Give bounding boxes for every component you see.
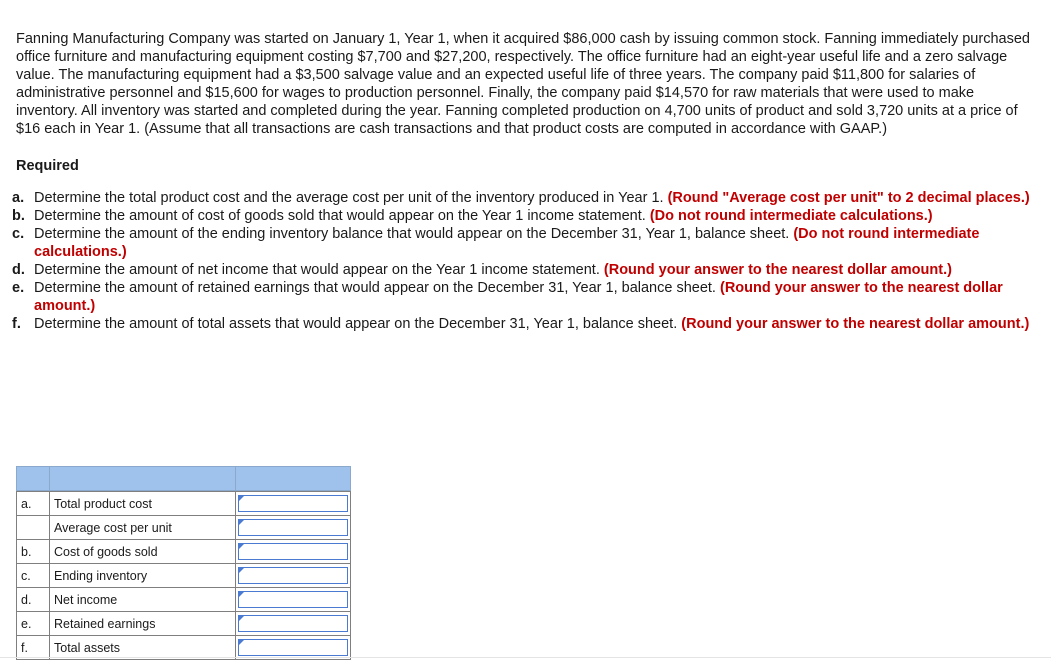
requirement-note: (Do not round intermediate calculations.)	[649, 208, 933, 224]
total-product-cost-box	[238, 495, 348, 512]
row-letter: f.	[17, 636, 50, 660]
table-row	[17, 612, 351, 636]
requirement-letter: c.	[12, 226, 25, 242]
total-assets-box	[238, 639, 348, 656]
requirement-text: Determine the amount of retained earnings that would appear on the December 31, Year 1, balance sheet.	[34, 280, 716, 296]
table-row	[17, 492, 351, 516]
requirement-letter: a.	[12, 190, 25, 206]
ending-inventory-input[interactable]	[239, 568, 347, 583]
row-input-cell	[236, 612, 351, 636]
requirement-note: (Do not round intermediate calculations.)	[34, 226, 980, 260]
requirement-note: (Round your answer to the nearest dollar amount.)	[34, 280, 1003, 314]
cost-of-goods-sold-box	[238, 543, 348, 560]
requirement-text: Determine the amount of net income that would appear on the Year 1 income statement.	[34, 262, 600, 278]
table-row	[17, 636, 351, 660]
requirement-letter: b.	[12, 208, 25, 224]
row-label: Total assets	[50, 636, 236, 660]
retained-earnings-input[interactable]	[239, 616, 347, 631]
retained-earnings-box	[238, 615, 348, 632]
row-label: Net income	[50, 588, 236, 612]
table-row	[17, 588, 351, 612]
header-cell	[236, 467, 351, 491]
table-row	[17, 540, 351, 564]
requirement-text: Determine the total product cost and the average cost per unit of the inventory produced in Year 1.	[34, 190, 664, 206]
requirement-letter: e.	[12, 280, 25, 296]
row-letter: e.	[17, 612, 50, 636]
answer-table	[16, 466, 351, 660]
row-letter: a.	[17, 492, 50, 516]
requirement-item	[12, 261, 1036, 279]
ending-inventory-box	[238, 567, 348, 584]
requirement-note: (Round your answer to the nearest dollar amount.)	[603, 262, 952, 278]
requirement-letter: f.	[12, 316, 21, 332]
requirement-item	[12, 225, 1036, 261]
problem-text: Fanning Manufacturing Company was started on January 1, Year 1, when it acquired $86,000 cash by issuing common stock. Fanning immediately purchased office furniture and manufacturing equipment costing $7,700 and $27,200, respectively. The office furniture had an eight-year useful life and a zero salvage value. The manufacturing equipment had a $3,500 salvage value and an expected useful life of three years. The company paid $11,800 for salaries of administrative personnel and $15,600 for wages to production personnel. Finally, the company paid $14,570 for raw materials that were used to make inventory. All inventory was started and completed during the year. Fanning completed production on 4,700 units of product and sold 3,720 units at a price of $16 each in Year 1. (Assume that all transactions are cash transactions and that product costs are computed in accordance with GAAP.)	[16, 31, 1030, 137]
answer-table-header	[17, 467, 351, 491]
requirement-text: Determine the amount of total assets that would appear on the December 31, Year 1, balance sheet.	[34, 316, 678, 332]
row-label: Ending inventory	[50, 564, 236, 588]
row-input-cell	[236, 540, 351, 564]
total-product-cost-input[interactable]	[239, 496, 347, 511]
requirement-note: (Round your answer to the nearest dollar amount.)	[681, 316, 1030, 332]
row-letter: c.	[17, 564, 50, 588]
row-input-cell	[236, 588, 351, 612]
row-letter: d.	[17, 588, 50, 612]
requirement-letter: d.	[12, 262, 25, 278]
row-label: Total product cost	[50, 492, 236, 516]
average-cost-per-unit-box	[238, 519, 348, 536]
header-cell	[50, 467, 236, 491]
total-assets-input[interactable]	[239, 640, 347, 655]
requirement-item	[12, 207, 1036, 225]
row-input-cell	[236, 492, 351, 516]
requirement-item	[12, 315, 1036, 333]
average-cost-per-unit-input[interactable]	[239, 520, 347, 535]
row-input-cell	[236, 564, 351, 588]
requirements-list	[12, 189, 1036, 333]
requirement-item	[12, 279, 1036, 315]
net-income-input[interactable]	[239, 592, 347, 607]
requirement-text: Determine the amount of cost of goods sold that would appear on the Year 1 income statement.	[34, 208, 646, 224]
cost-of-goods-sold-input[interactable]	[239, 544, 347, 559]
table-row	[17, 564, 351, 588]
row-letter	[17, 516, 50, 540]
row-letter: b.	[17, 540, 50, 564]
row-input-cell	[236, 516, 351, 540]
row-label: Cost of goods sold	[50, 540, 236, 564]
requirement-text: Determine the amount of the ending inventory balance that would appear on the December 31, Year 1, balance sheet.	[34, 226, 790, 242]
required-heading: Required	[16, 158, 79, 174]
requirement-item	[12, 189, 1036, 207]
row-label: Average cost per unit	[50, 516, 236, 540]
page-divider	[0, 657, 1051, 658]
table-row	[17, 516, 351, 540]
header-cell	[17, 467, 50, 491]
problem-content	[12, 30, 1036, 333]
requirement-note: (Round "Average cost per unit" to 2 decimal places.)	[667, 190, 1030, 206]
row-input-cell	[236, 636, 351, 660]
net-income-box	[238, 591, 348, 608]
row-label: Retained earnings	[50, 612, 236, 636]
